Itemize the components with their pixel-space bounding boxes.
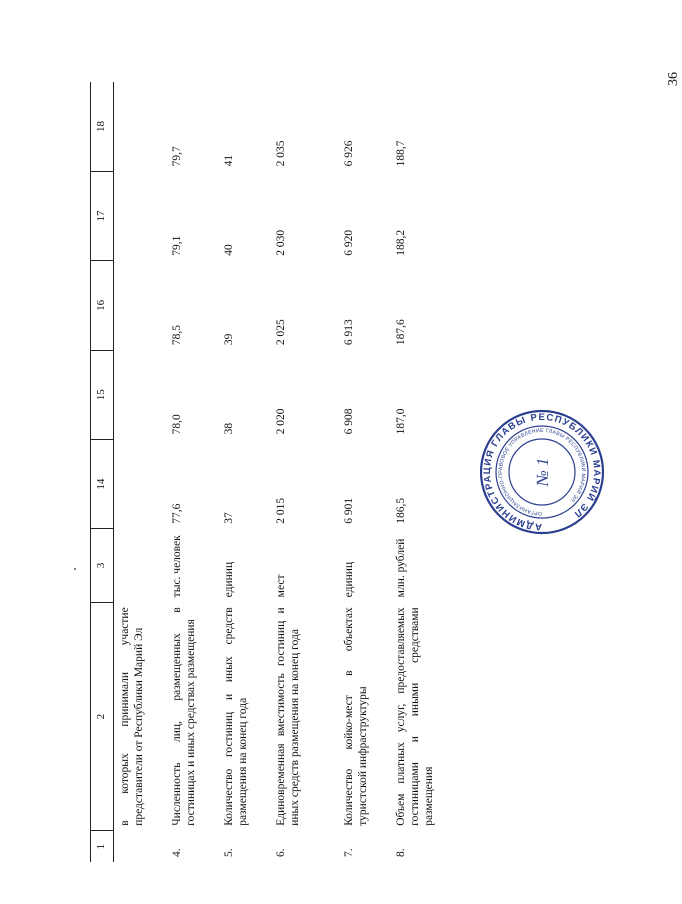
column-number: 14 — [91, 439, 114, 528]
row-value: 6 920 — [343, 229, 355, 256]
row-unit: единиц — [223, 561, 235, 598]
table-row — [166, 82, 218, 862]
row-index — [114, 831, 167, 862]
row-value: 41 — [223, 154, 235, 167]
row-value: 187,0 — [395, 408, 407, 435]
row-value: 2 020 — [275, 408, 287, 435]
row-index: 5. — [223, 848, 235, 857]
official-seal — [478, 408, 606, 536]
row-value: 78,0 — [171, 414, 183, 435]
row-index: 7. — [343, 848, 355, 857]
row-value: 2 030 — [275, 229, 287, 256]
table-row — [270, 82, 338, 862]
row-value — [114, 82, 167, 171]
scan-speck — [74, 568, 76, 570]
row-value: 78,5 — [171, 324, 183, 346]
seal-outer-text: АДМИНИСТРАЦИЯ ГЛАВЫ РЕСПУБЛИКИ МАРИЙ ЭЛ — [481, 411, 603, 533]
row-value: 6 926 — [343, 140, 355, 167]
row-value: 2 035 — [275, 140, 287, 167]
row-description: в которых принимали участие представители от Республики Марий Эл — [119, 607, 146, 826]
column-number: 2 — [91, 602, 114, 830]
column-number: 18 — [91, 82, 114, 171]
row-value: 186,5 — [395, 497, 407, 524]
row-value: 2 025 — [275, 319, 287, 346]
row-description: Единовременная вместимость гостиниц и иных средств размещения на конец года — [275, 607, 302, 826]
row-value: 40 — [223, 244, 235, 256]
row-value: 79,7 — [171, 146, 183, 167]
row-value: 188,7 — [395, 140, 407, 167]
row-description: Объем платных услуг, предоставляемых гостиницами и иными средствами размещения — [395, 607, 436, 826]
row-value — [114, 439, 167, 528]
row-value: 187,6 — [395, 319, 407, 346]
row-value: 188,2 — [395, 229, 407, 256]
table-row — [218, 82, 270, 862]
row-value: 6 908 — [343, 408, 355, 435]
column-number: 3 — [91, 529, 114, 603]
row-value: 37 — [223, 512, 235, 524]
row-value — [114, 261, 167, 350]
row-value — [114, 350, 167, 439]
row-index: 6. — [275, 848, 287, 857]
row-unit — [114, 529, 167, 603]
column-number: 1 — [91, 831, 114, 862]
row-index: 8. — [395, 848, 407, 857]
row-unit: млн. рублей — [395, 538, 407, 598]
page-number: 36 — [666, 72, 681, 86]
column-number: 16 — [91, 261, 114, 350]
row-value: 6 901 — [343, 497, 355, 524]
row-description: Численность лиц, размещенных в гостиницах и иных средствах размещения — [171, 607, 198, 826]
row-value — [114, 171, 167, 260]
seal-center-text: № 1 — [533, 457, 552, 487]
table-row — [338, 82, 390, 862]
row-value: 39 — [223, 333, 235, 346]
column-number: 17 — [91, 171, 114, 260]
row-value: 79,1 — [171, 235, 183, 256]
row-index: 4. — [171, 848, 183, 857]
table-row — [114, 82, 167, 862]
row-unit: мест — [275, 574, 287, 598]
column-number: 15 — [91, 350, 114, 439]
column-number-row — [91, 82, 114, 862]
table-row — [390, 82, 458, 862]
row-value: 38 — [223, 422, 235, 435]
row-description: Количество койко-мест в объектах туристской инфраструктуры — [343, 607, 370, 826]
row-unit: тыс. человек — [171, 535, 183, 598]
seal-inner-text: ОРГАНИЗАЦИОННО-ПРАВОВОЕ УПРАВЛЕНИЕ ГЛАВЫ РЕСПУБЛИКИ МАРИЙ ЭЛ — [497, 427, 587, 517]
row-value: 2 015 — [275, 497, 287, 524]
row-description: Количество гостиниц и иных средств размещения на конец года — [223, 607, 250, 826]
row-value: 6 913 — [343, 319, 355, 346]
row-unit: единиц — [343, 561, 355, 598]
indicators-table — [90, 82, 458, 862]
row-value: 77,6 — [171, 503, 183, 524]
